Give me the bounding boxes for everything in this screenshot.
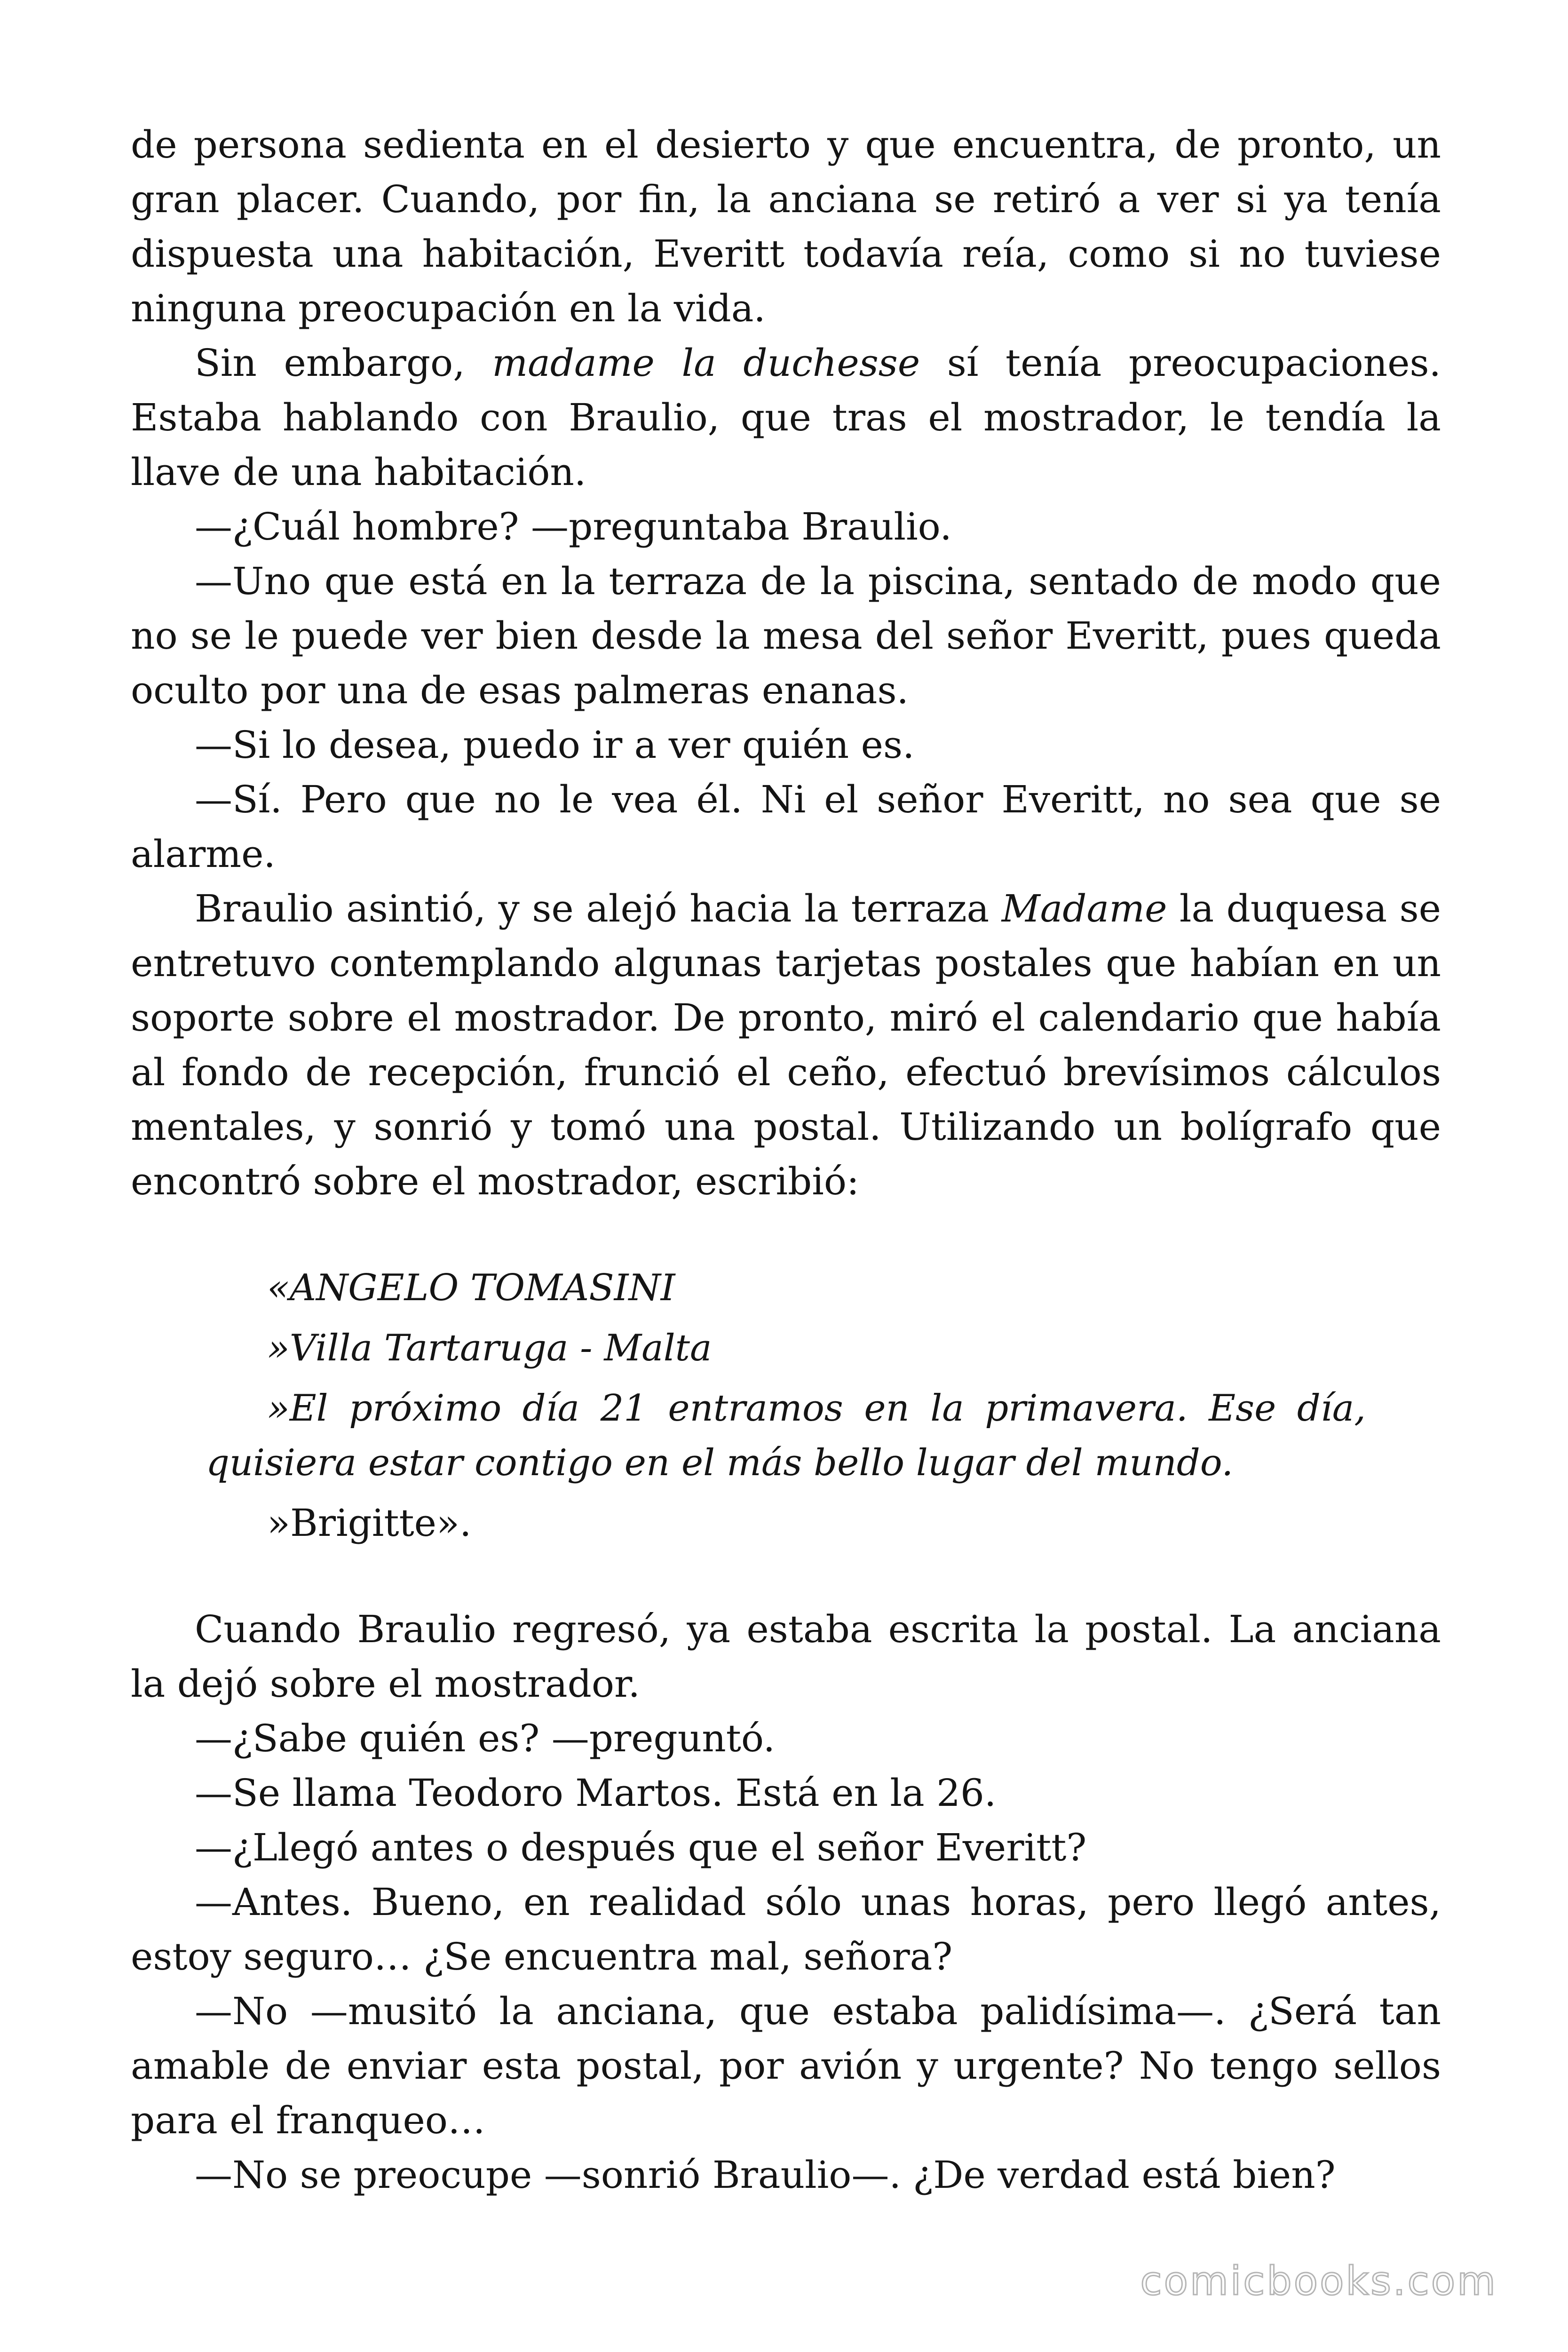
dialogue-line: —¿Llegó antes o después que el señor Everitt? <box>195 1826 1087 1869</box>
italic-phrase: madame la duchesse <box>492 341 920 385</box>
book-page <box>131 118 1441 2202</box>
dialogue-line: —Uno que está en la terraza de la piscina, sentado de modo que no se le puede ver bien desde la mesa del señor Everitt, pues queda oculto por una de esas palmeras enanas. <box>131 559 1441 712</box>
dialogue-line: —¿Cuál hombre? —preguntaba Braulio. <box>195 505 952 548</box>
dialogue-line: —¿Sabe quién es? —preguntó. <box>195 1716 776 1760</box>
italic-word: Madame <box>1001 887 1167 930</box>
dialogue-line: —No se preocupe —sonrió Braulio—. ¿De verdad está bien? <box>195 2153 1336 2197</box>
dialogue-line: —Antes. Bueno, en realidad sólo unas horas, pero llegó antes, estoy seguro… ¿Se encuentra mal, señora? <box>131 1880 1441 1979</box>
postcard-recipient: «ANGELO TOMASINI <box>267 1267 675 1309</box>
postcard-signature: »Brigitte». <box>267 1501 472 1545</box>
dialogue-line: —Se llama Teodoro Martos. Está en la 26. <box>195 1771 997 1815</box>
paragraph: Braulio asintió, y se alejó hacia la terraza Madame la duquesa se entretuvo contemplando algunas tarjetas postales que habían en un soporte sobre el mostrador. De pronto, miró el calendario que había al fondo de recepción, frunció el ceño, efectuó brevísimos cálculos mentales, y sonrió y tomó una postal. Utilizando un bolígrafo que encontró sobre el mostrador, escribió: <box>131 887 1441 1203</box>
watermark-logo: comicbooks.com <box>1140 2258 1497 2304</box>
paragraph: de persona sedienta en el desierto y que encuentra, de pronto, un gran placer. Cuando, por fin, la anciana se retiró a ver si ya tenía dispuesta una habitación, Everitt todavía reía, como si no tuviese ninguna preocupación en la vida. <box>131 123 1441 330</box>
dialogue-line: —Si lo desea, puedo ir a ver quién es. <box>195 723 915 767</box>
postcard-address: »Villa Tartaruga - Malta <box>267 1327 712 1369</box>
dialogue-line: —No —musitó la anciana, que estaba palidísima—. ¿Será tan amable de enviar esta postal, por avión y urgente? No tengo sellos para el franqueo… <box>131 1989 1441 2142</box>
postcard-text <box>131 1261 1441 1550</box>
paragraph: Sin embargo, madame la duchesse sí tenía preocupaciones. Estaba hablando con Braulio, que tras el mostrador, le tendía la llave de una habitación. <box>131 341 1441 494</box>
dialogue-line: —Sí. Pero que no le vea él. Ni el señor Everitt, no sea que se alarme. <box>131 778 1441 876</box>
paragraph: Cuando Braulio regresó, ya estaba escrita la postal. La anciana la dejó sobre el mostrador. <box>131 1607 1441 1706</box>
postcard-message: »El próximo día 21 entramos en la primavera. Ese día, quisiera estar contigo en el más bello lugar del mundo. <box>206 1387 1366 1484</box>
